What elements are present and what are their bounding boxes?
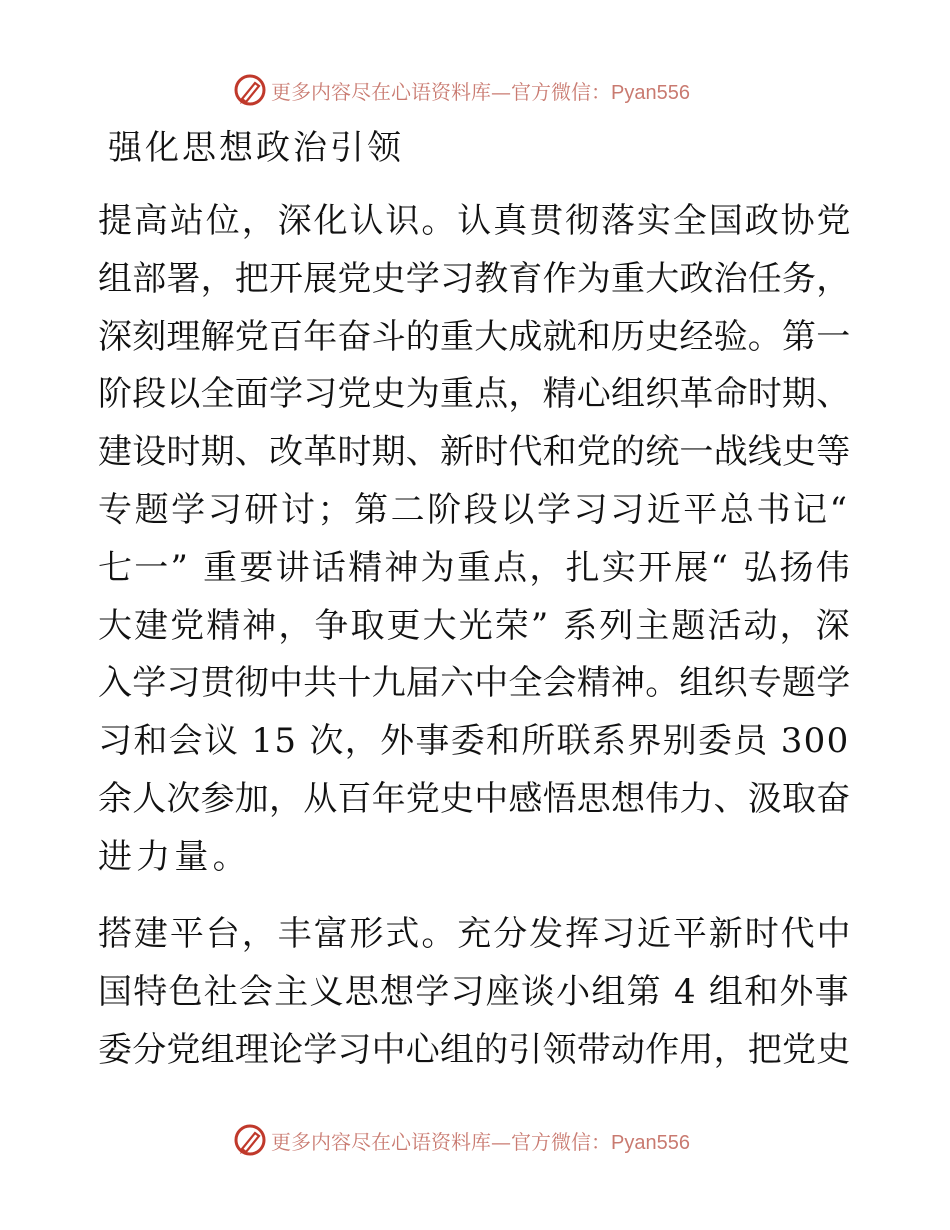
text-line: 大建党精神，争取更大光荣” 系列主题活动，深 (98, 605, 852, 646)
text-line: 提高站位，深化认识。认真贯彻落实全国政协党 (98, 201, 853, 241)
text-line: 进力量。 (98, 836, 251, 877)
text-line: 国特色社会主义思想学习座谈小组第 4 组和外事 (98, 971, 850, 1012)
text-line: 搭建平台，丰富形式。充分发挥习近平新时代中 (98, 914, 853, 954)
text-line: 阶段以全面学习党史为重点，精心组织革命时期、 (98, 374, 851, 415)
text-line: 七一” 重要讲话精神为重点，扎实开展“ 弘扬伟 (98, 547, 852, 588)
text-line: 委分党组理论学习中心组的引领带动作用，把党史 (98, 1029, 851, 1070)
pen-logo-icon (233, 1123, 267, 1157)
watermark-text: 更多内容尽在心语资料库—官方微信：Pyan556 (271, 1129, 690, 1154)
text-line: 组部署，把开展党史学习教育作为重大政治任务， (98, 258, 851, 299)
text-line: 建设时期、改革时期、新时代和党的统一战线史等 (98, 432, 851, 473)
watermark-text: 更多内容尽在心语资料库—官方微信：Pyan556 (271, 79, 690, 104)
watermark-footer (233, 1122, 690, 1158)
pen-logo-icon (233, 73, 267, 107)
text-line: 习和会议 15 次，外事委和所联系界别委员 300 (98, 721, 850, 762)
text-line: 专题学习研讨；第二阶段以学习习近平总书记“ (98, 489, 850, 530)
paragraph-2 (98, 906, 853, 1079)
text-line: 余人次参加，从百年党史中感悟思想伟力、汲取奋 (98, 778, 851, 819)
text-line: 深刻理解党百年奋斗的重大成就和历史经验。第一 (98, 316, 851, 357)
watermark-header (233, 72, 690, 108)
paragraph-1 (98, 193, 853, 887)
text-line: 入学习贯彻中共十九届六中全会精神。组织专题学 (98, 663, 851, 704)
section-heading: 强化思想政治引领 (108, 128, 404, 168)
